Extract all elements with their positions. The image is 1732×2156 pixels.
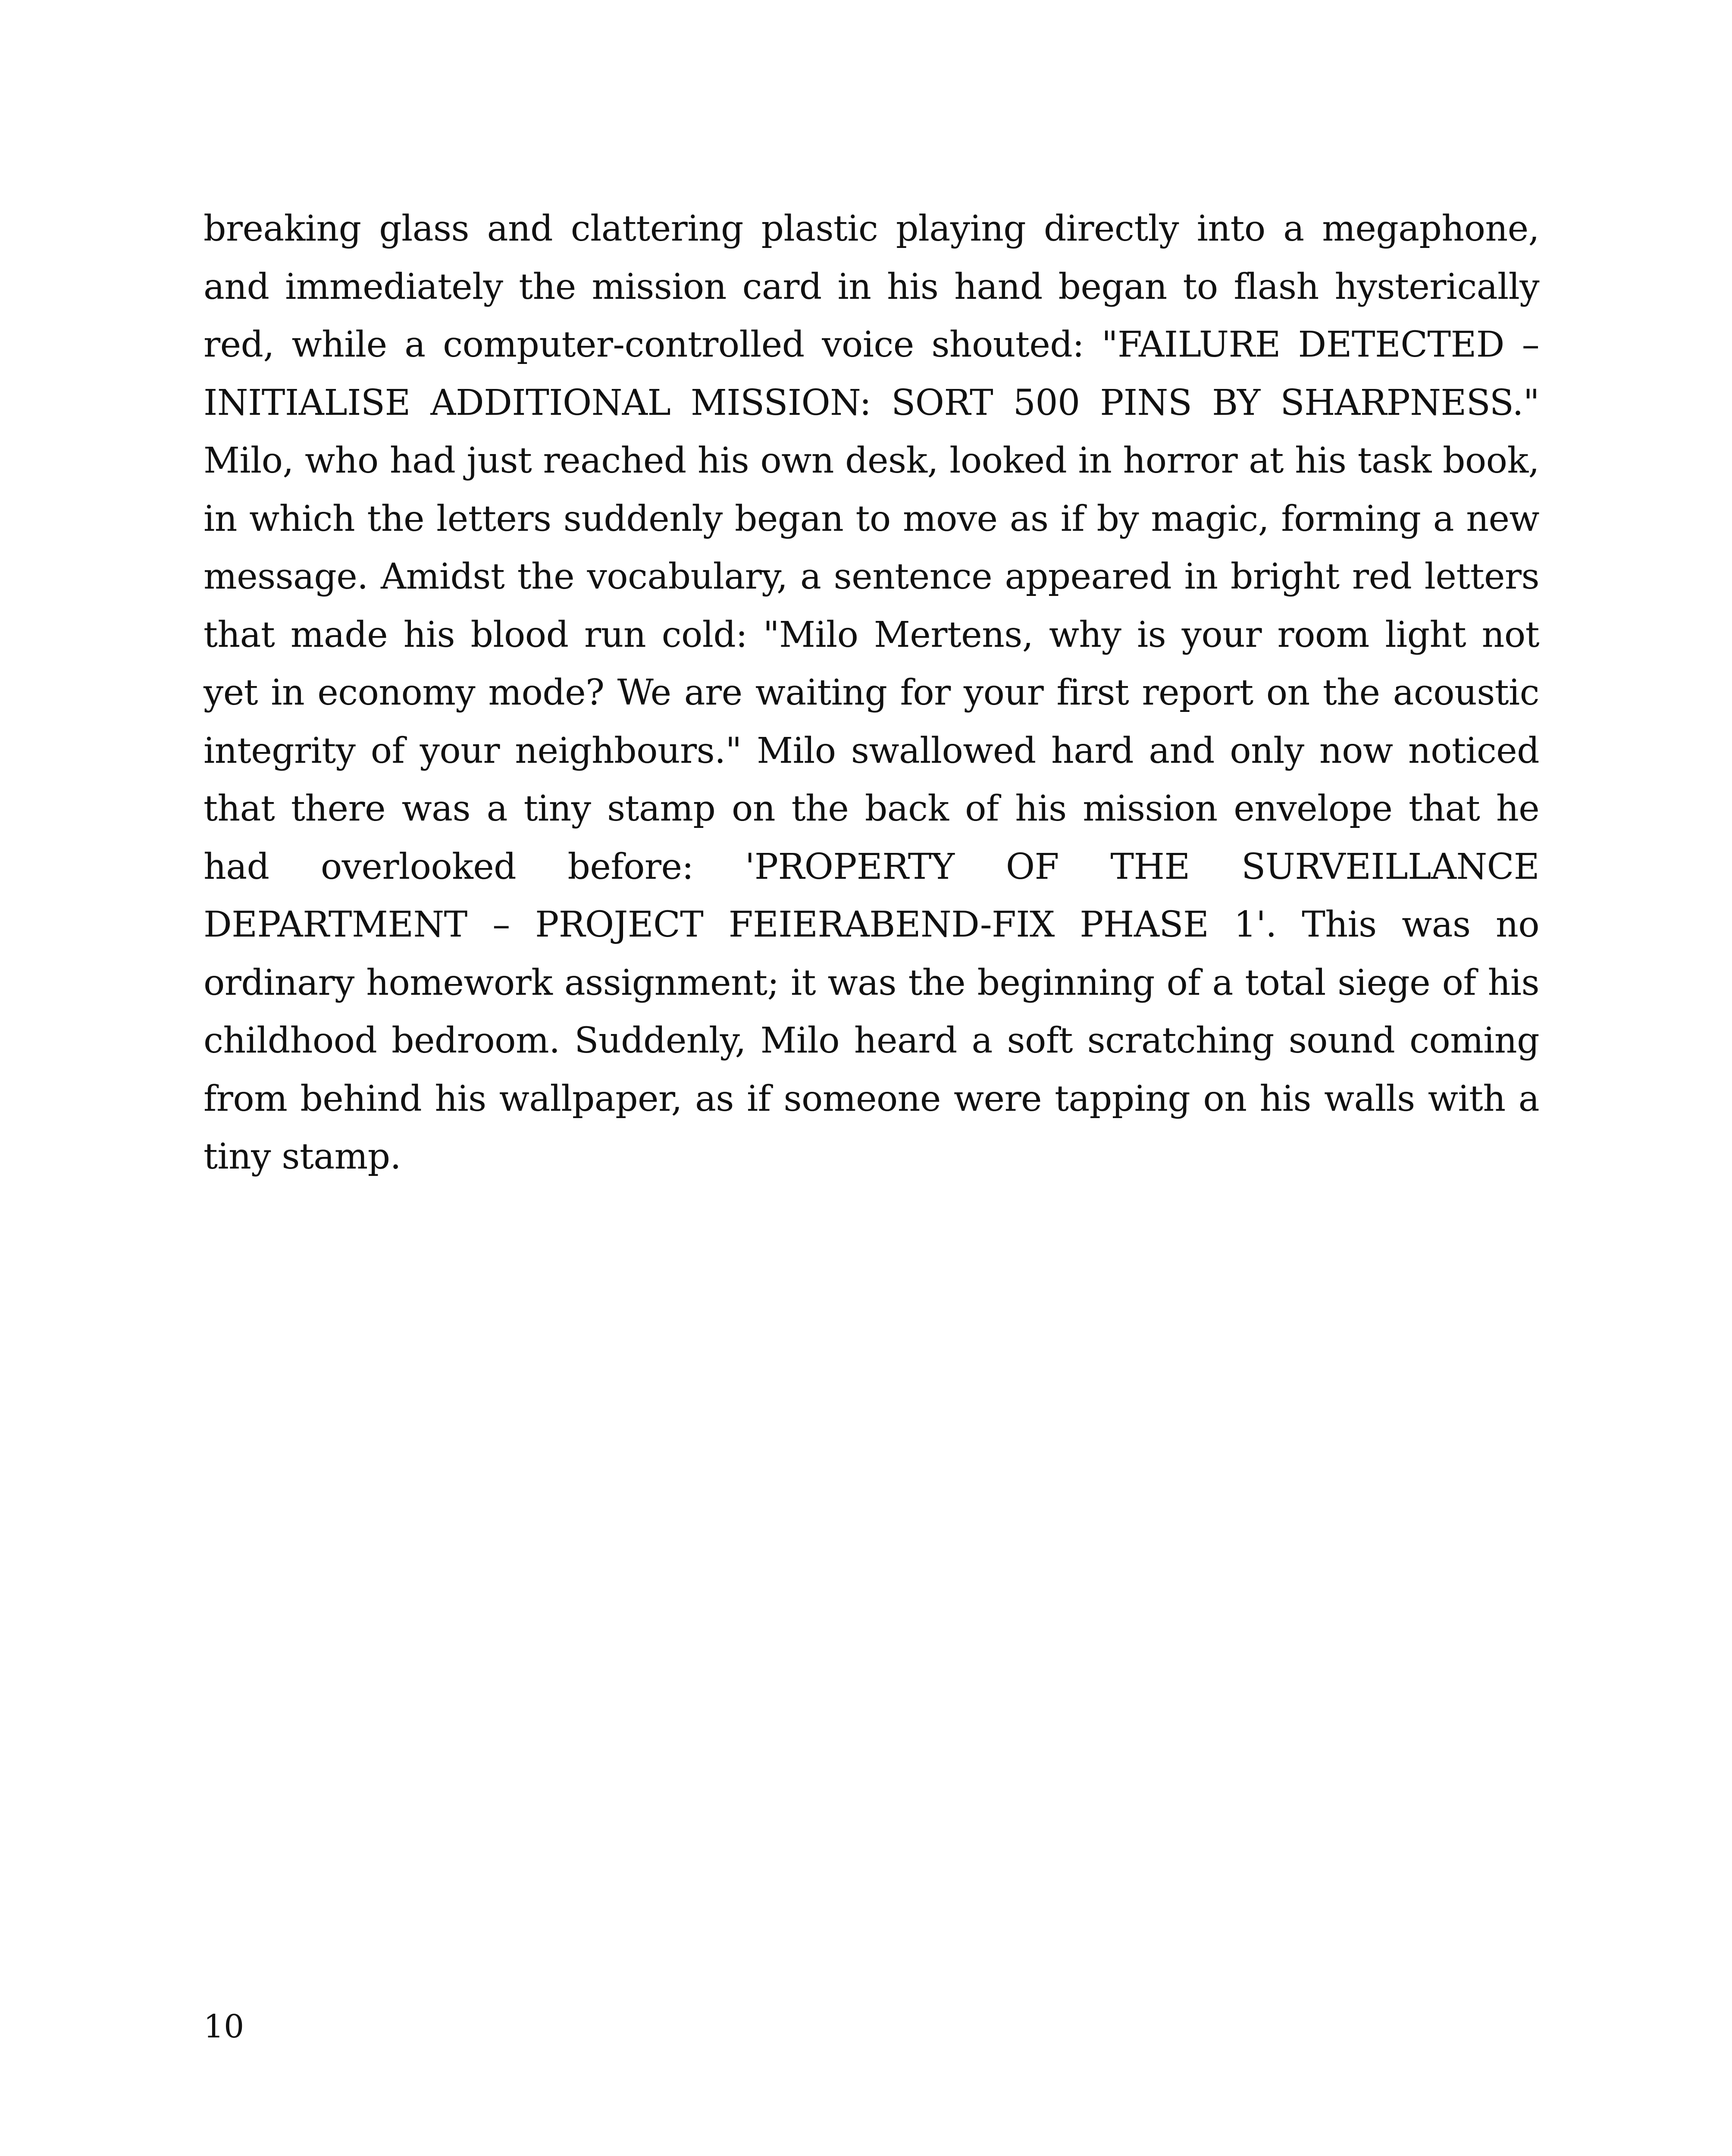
page-number: 10 — [204, 2008, 244, 2045]
body-paragraph: breaking glass and clattering plastic playing directly into a megaphone, and immediately the mission card in his hand began to flash hysterically red, while a computer-controlled voice shouted: "FAILURE DETECTED – INITIALISE ADDITIONAL MISSION: SORT 500 PINS BY SHARPNESS." Milo, who had just reached his own desk, looked in horror at his task book, in which the letters suddenly began to move as if by magic, forming a new message. Amidst the vocabulary, a sentence appeared in bright red letters that made his blood run cold: "Milo Mertens, why is your room light not yet in economy mode? We are waiting for your first report on the acoustic integrity of your neighbours." Milo swallowed hard and only now noticed that there was a tiny stamp on the back of his mission envelope that he had overlooked before: 'PROPERTY OF THE SURVEILLANCE DEPARTMENT – PROJECT FEIERABEND-FIX PHASE 1'. This was no ordinary homework assignment; it was the beginning of a total siege of his childhood bedroom. Suddenly, Milo heard a soft scratching sound coming from behind his wallpaper, as if someone were tapping on his walls with a tiny stamp. — [204, 208, 1539, 1177]
